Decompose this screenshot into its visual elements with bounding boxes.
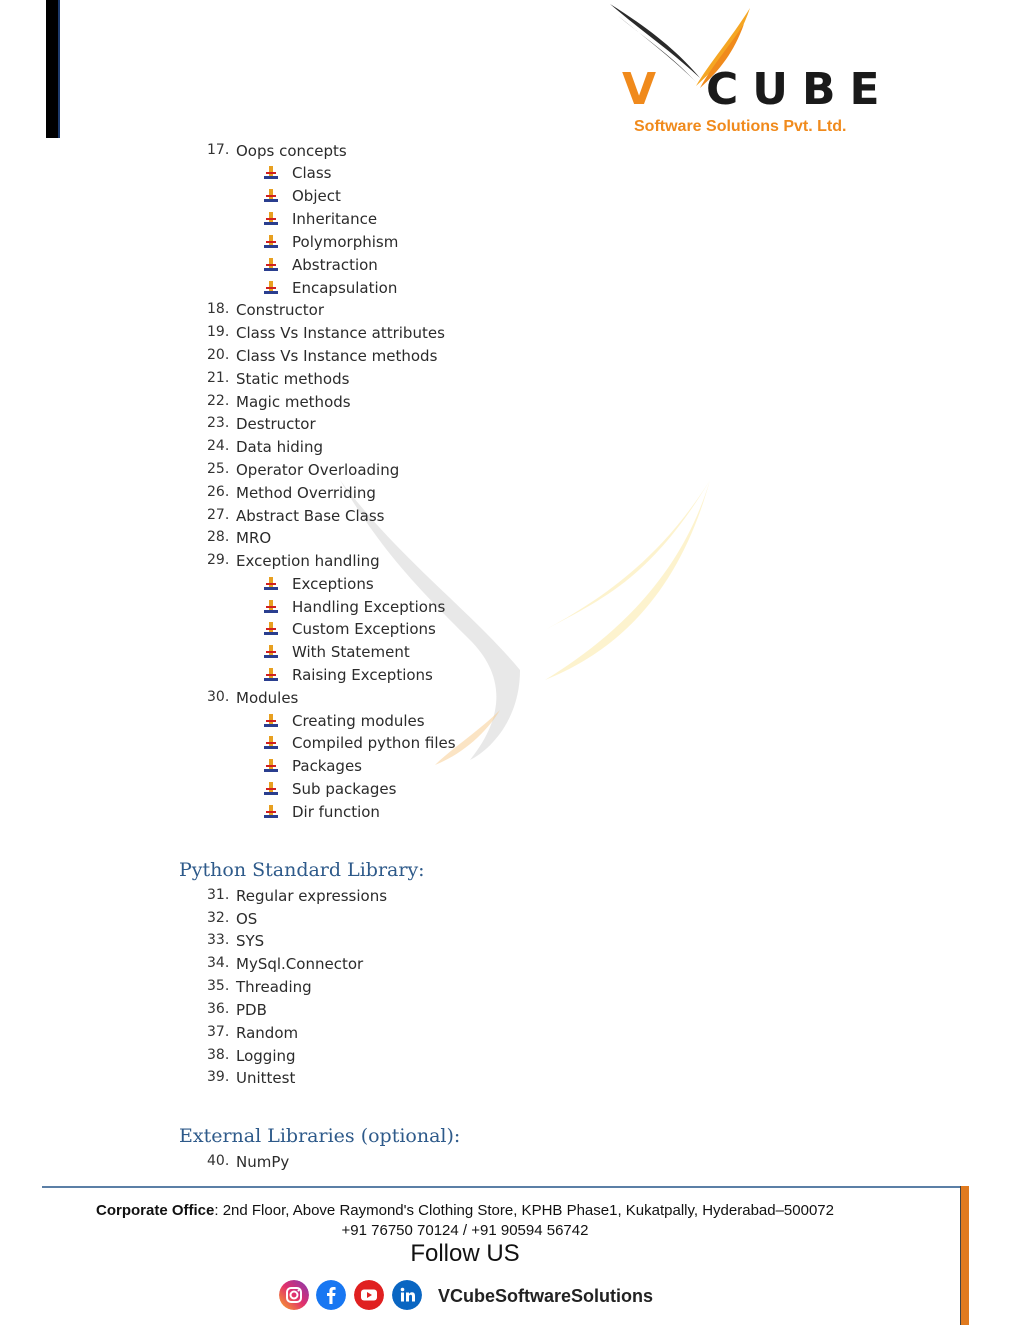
- facebook-icon[interactable]: [316, 1280, 346, 1310]
- logo-v-letter: V: [622, 64, 657, 115]
- list-label: Oops concepts: [236, 142, 347, 160]
- list-label: Class Vs Instance attributes: [236, 324, 445, 342]
- list-number: 29.: [207, 552, 230, 568]
- sub-list-label: Exceptions: [292, 575, 374, 593]
- arrow-bullet-icon: [262, 256, 280, 274]
- arrow-bullet-icon: [262, 712, 280, 730]
- list-number: 25.: [207, 461, 230, 477]
- list-number: 27.: [207, 507, 230, 523]
- sub-list-label: Object: [292, 187, 341, 205]
- arrow-bullet-icon: [262, 279, 280, 297]
- list-label: MRO: [236, 529, 272, 547]
- list-number: 28.: [207, 529, 230, 545]
- linkedin-icon[interactable]: [392, 1280, 422, 1310]
- arrow-bullet-icon: [262, 803, 280, 821]
- corporate-office-address: [0, 1202, 930, 1219]
- list-label: Regular expressions: [236, 887, 388, 905]
- list-label: MySql.Connector: [236, 955, 364, 973]
- list-label: Operator Overloading: [236, 461, 400, 479]
- social-handle[interactable]: VCubeSoftwareSolutions: [438, 1286, 654, 1306]
- section-heading-stdlib: Python Standard Library:: [179, 859, 425, 881]
- list-number: 18.: [207, 301, 230, 317]
- arrow-bullet-icon: [262, 233, 280, 251]
- sub-list-label: Dir function: [292, 803, 380, 821]
- list-label: Constructor: [236, 301, 325, 319]
- list-label: NumPy: [236, 1153, 290, 1171]
- list-number: 20.: [207, 347, 230, 363]
- list-number: 38.: [207, 1047, 230, 1063]
- youtube-icon[interactable]: [354, 1280, 384, 1310]
- arrow-bullet-icon: [262, 187, 280, 205]
- list-label: Threading: [236, 978, 312, 996]
- office-address: : 2nd Floor, Above Raymond's Clothing Store, KPHB Phase1, Kukatpally, Hyderabad–500072: [214, 1202, 834, 1219]
- list-number: 17.: [207, 142, 230, 158]
- list-label: Class Vs Instance methods: [236, 347, 438, 365]
- list-label: Logging: [236, 1047, 296, 1065]
- arrow-bullet-icon: [262, 598, 280, 616]
- list-number: 40.: [207, 1153, 230, 1169]
- office-label: Corporate Office: [96, 1202, 215, 1219]
- list-label: Modules: [236, 689, 299, 707]
- sub-list-label: Inheritance: [292, 210, 378, 228]
- list-number: 34.: [207, 955, 230, 971]
- list-number: 39.: [207, 1069, 230, 1085]
- list-label: PDB: [236, 1001, 267, 1019]
- sub-list-label: Handling Exceptions: [292, 598, 446, 616]
- sub-list-label: Compiled python files: [292, 734, 456, 752]
- list-label: Destructor: [236, 415, 316, 433]
- sub-list-label: Packages: [292, 757, 362, 775]
- list-number: 37.: [207, 1024, 230, 1040]
- list-label: Method Overriding: [236, 484, 376, 502]
- list-label: Unittest: [236, 1069, 296, 1087]
- sub-list-label: With Statement: [292, 643, 410, 661]
- follow-us-heading: Follow US: [410, 1240, 520, 1267]
- list-number: 31.: [207, 887, 230, 903]
- list-label: Static methods: [236, 370, 350, 388]
- arrow-bullet-icon: [262, 666, 280, 684]
- list-label: SYS: [236, 932, 265, 950]
- sub-list-label: Abstraction: [292, 256, 378, 274]
- list-number: 19.: [207, 324, 230, 340]
- list-number: 32.: [207, 910, 230, 926]
- list-label: Abstract Base Class: [236, 507, 385, 525]
- sub-list-label: Polymorphism: [292, 233, 399, 251]
- sub-list-label: Creating modules: [292, 712, 425, 730]
- sub-list-label: Class: [292, 164, 332, 182]
- list-label: Exception handling: [236, 552, 380, 570]
- list-number: 33.: [207, 932, 230, 948]
- sub-list-label: Custom Exceptions: [292, 620, 436, 638]
- list-number: 26.: [207, 484, 230, 500]
- arrow-bullet-icon: [262, 643, 280, 661]
- list-label: OS: [236, 910, 258, 928]
- sub-list-label: Sub packages: [292, 780, 397, 798]
- list-number: 30.: [207, 689, 230, 705]
- footer-accent-bar: [960, 1186, 969, 1325]
- list-number: 36.: [207, 1001, 230, 1017]
- list-number: 24.: [207, 438, 230, 454]
- section-heading-external: External Libraries (optional):: [179, 1125, 461, 1147]
- list-number: 23.: [207, 415, 230, 431]
- sub-list-label: Raising Exceptions: [292, 666, 433, 684]
- list-number: 35.: [207, 978, 230, 994]
- arrow-bullet-icon: [262, 164, 280, 182]
- logo-wordmark: CUBE: [706, 64, 894, 115]
- list-label: Data hiding: [236, 438, 323, 456]
- arrow-bullet-icon: [262, 575, 280, 593]
- arrow-bullet-icon: [262, 620, 280, 638]
- contact-phones: +91 76750 70124 / +91 90594 56742: [341, 1222, 589, 1239]
- left-margin-bar-accent: [58, 0, 60, 138]
- logo-tagline: Software Solutions Pvt. Ltd.: [634, 118, 847, 135]
- left-margin-bar: [46, 0, 58, 138]
- list-number: 22.: [207, 393, 230, 409]
- arrow-bullet-icon: [262, 757, 280, 775]
- instagram-icon[interactable]: [279, 1280, 309, 1310]
- arrow-bullet-icon: [262, 210, 280, 228]
- list-label: Magic methods: [236, 393, 351, 411]
- arrow-bullet-icon: [262, 734, 280, 752]
- list-label: Random: [236, 1024, 299, 1042]
- arrow-bullet-icon: [262, 780, 280, 798]
- footer-divider: [42, 1186, 962, 1188]
- list-number: 21.: [207, 370, 230, 386]
- sub-list-label: Encapsulation: [292, 279, 398, 297]
